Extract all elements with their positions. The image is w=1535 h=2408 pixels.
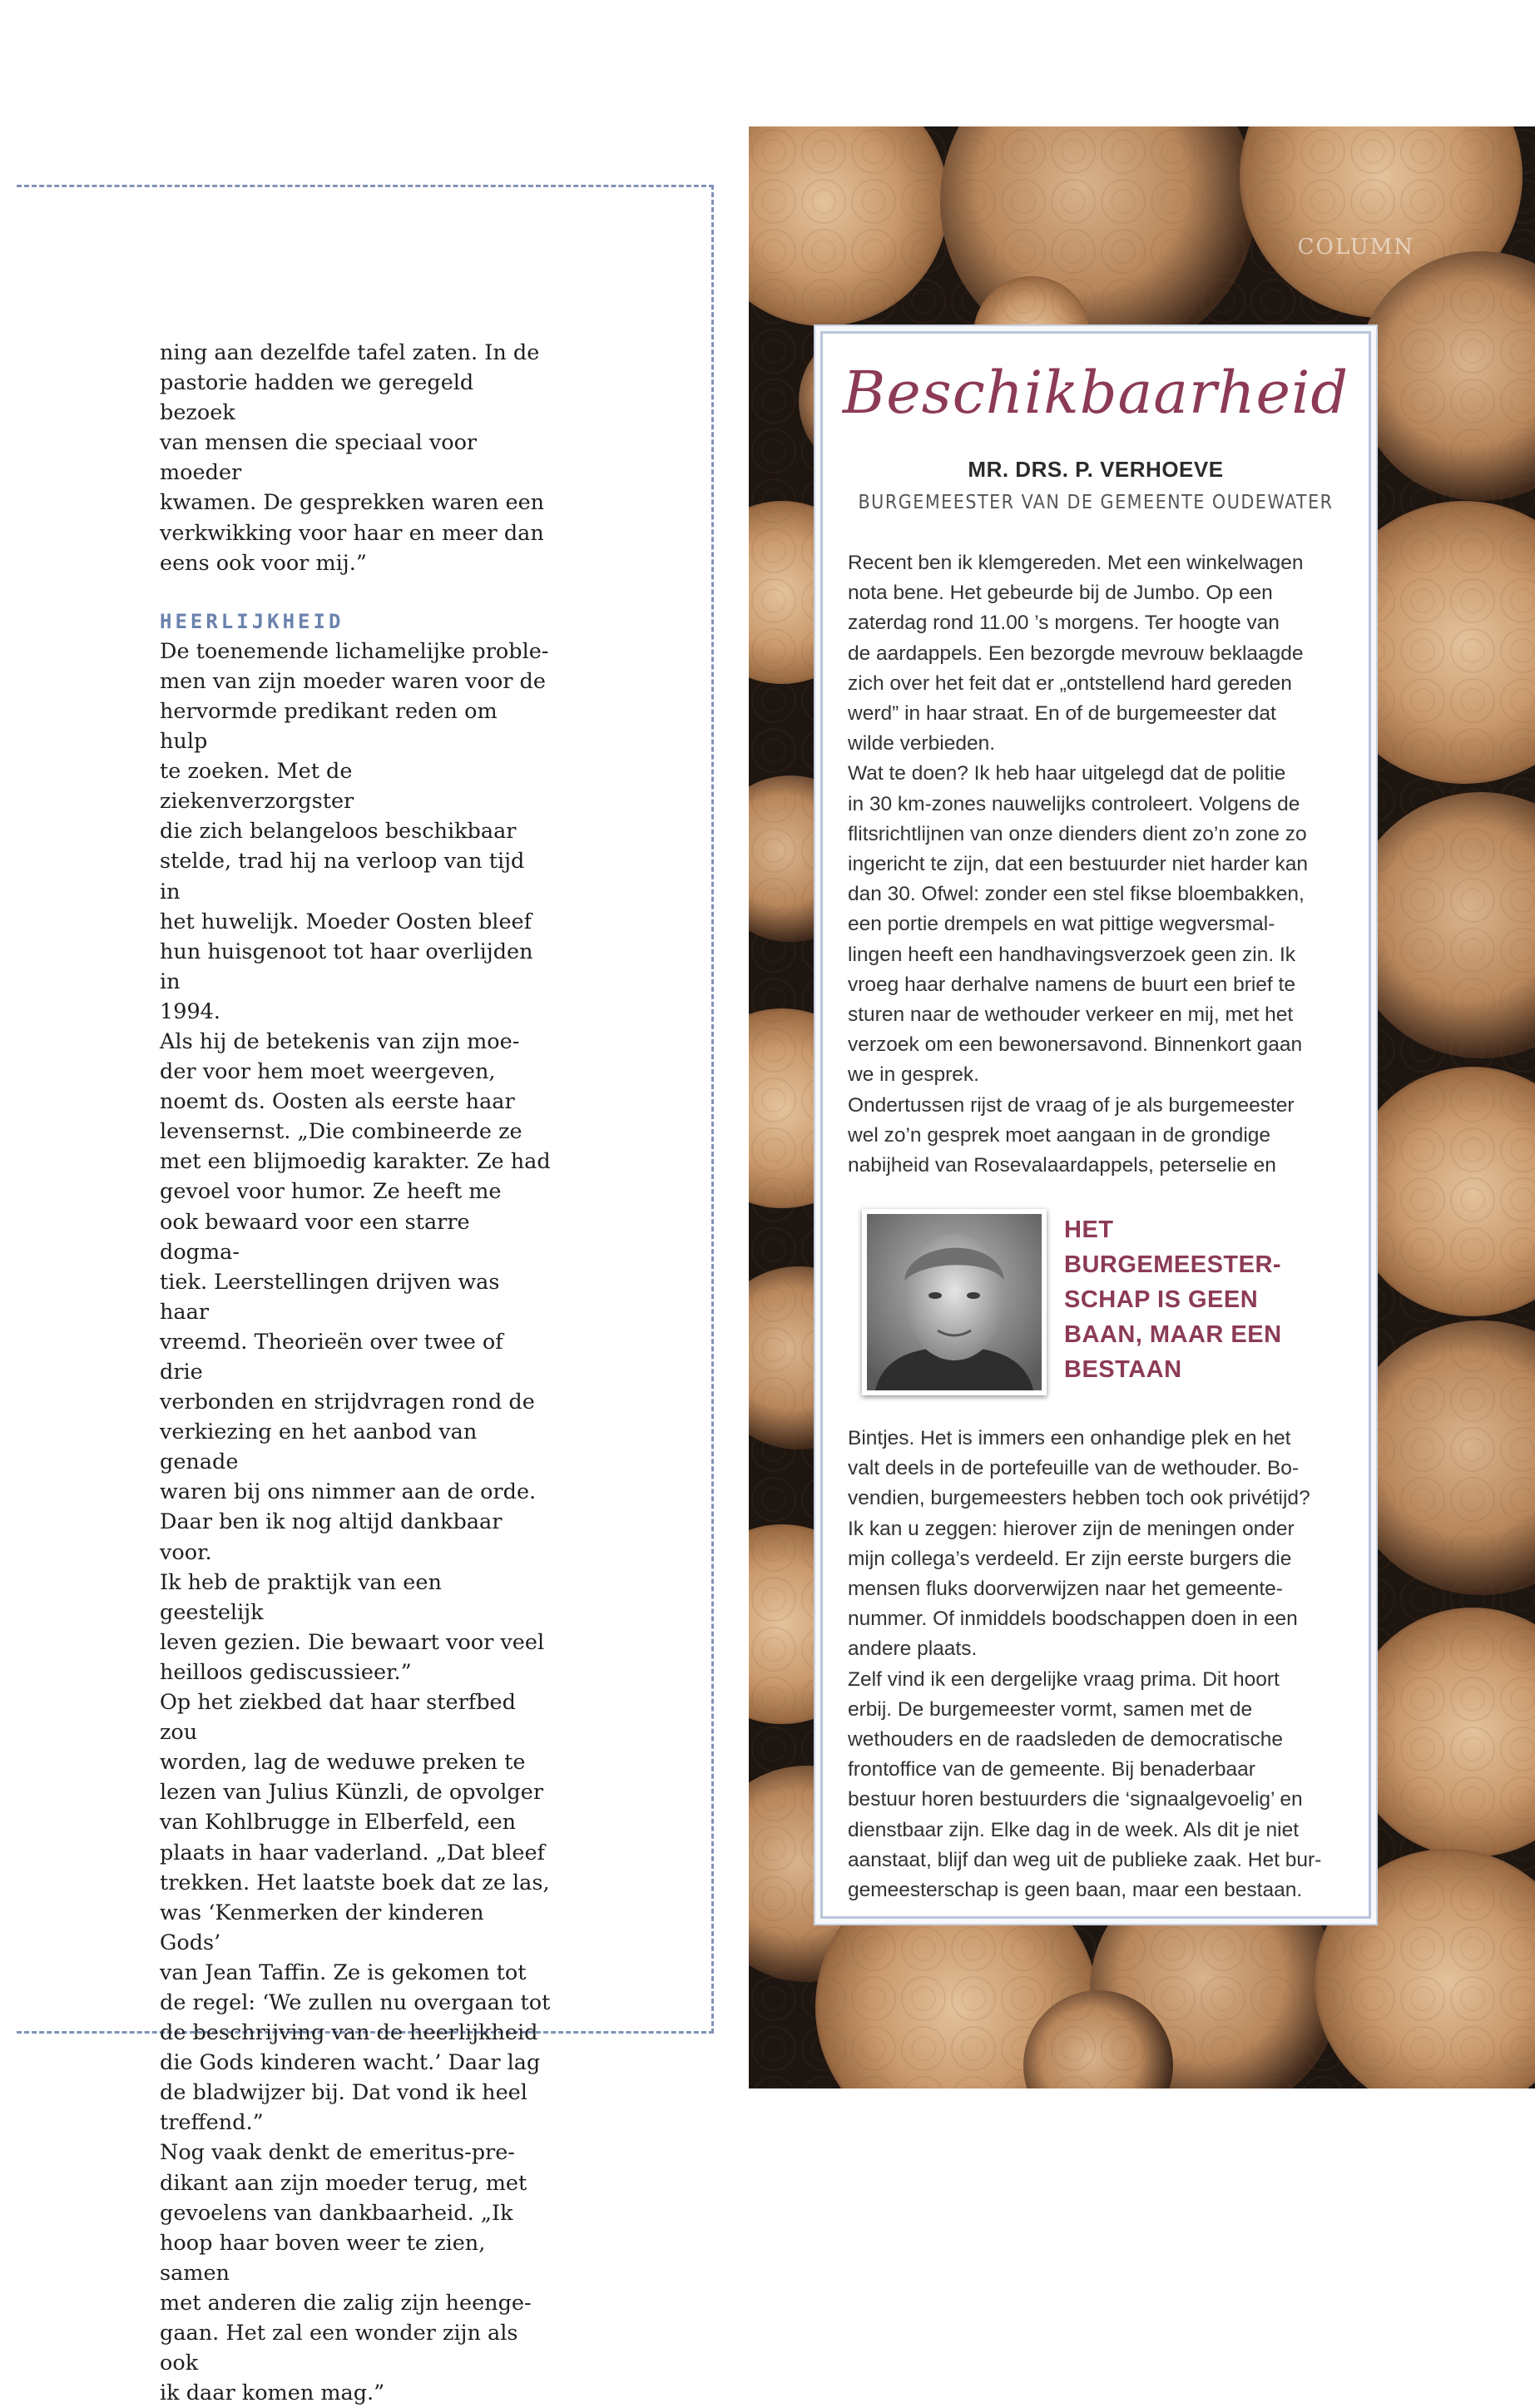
column-card (820, 331, 1371, 1919)
left-paragraph-3: Als hij de betekenis van zijn moe- der voor hem moet weergeven, noemt ds. Oosten als eerste haar levensernst. „Die combineerde ze met een blijmoedig karakter. Ze had gevoel voor humor. Ze heeft me ook bewaard voor een starre dogma- tiek. Leerstellingen drijven was haar vreemd. Theorieën over twee of drie verbonden en strijdvragen rond de verkiezing en het aanbod van genade waren bij ons nimmer aan de orde. Daar ben ik nog altijd dankbaar voor. Ik heb de praktijk van een geestelijk leven gezien. Die bewaart voor veel heilloos gediscussieer.” (160, 1028, 551, 1685)
left-article-text (160, 338, 551, 2408)
column-paragraph-4: Bintjes. Het is immers een onhandige plek en het valt deels in de portefeuille van de wethouder. Bo- vendien, burgemeesters hebben toch ook privétijd? Ik kan u zeggen: hierover zijn de meningen onder mijn collega’s verdeeld. Er zijn eerste burgers die mensen fluks doorverwijzen naar het gemeente- nummer. Of inmiddels boodschappen doen in een andere plaats. (848, 1427, 1310, 1661)
column-body-top (848, 548, 1355, 1181)
column-paragraph-2: Wat te doen? Ik heb haar uitgelegd dat de politie in 30 km-zones nauwelijks controleert. Volgens de flitsrichtlijnen van onze dienders dient zo’n zone zo ingericht te zijn, dat een bestuurder niet harder kan dan 30. Ofwel: zonder een stel fikse bloembakken, een portie drempels en wat pittige wegversmal- lingen heeft een handhavingsverzoek geen zin. Ik vroeg haar derhalve namens de buurt een brief te sturen naar de wethouder verkeer en mij, met het verzoek om een bewonersavond. Binnenkort gaan we in gesprek. (848, 762, 1308, 1087)
left-paragraph-2: De toenemende lichamelijke proble- men van zijn moeder waren voor de hervormde predikant reden om hulp te zoeken. Met de ziekenverzorgster die zich belangeloos beschikbaar stelde, trad hij na verloop van tijd in het huwelijk. Moeder Oosten bleef hun huisgenoot tot haar overlijden in 1994. (160, 638, 549, 1024)
left-paragraph-1: ning aan dezelfde tafel zaten. In de pastorie hadden we geregeld bezoek van mensen die speciaal voor moeder kwamen. De gesprekken waren een verkwikking voor haar en meer dan eens ook voor mij.” (160, 340, 545, 576)
column-section-label: COLUMN (1297, 235, 1414, 260)
column-author: MR. DRS. P. VERHOEVE (968, 457, 1224, 482)
column-paragraph-5: Zelf vind ik een dergelijke vraag prima. Dit hoort erbij. De burgemeester vormt, samen met de wethouders en de raadsleden de democratische frontoffice van de gemeente. Bij benaderbaar bestuur horen bestuurders die ‘signaalgevoelig’ en dienstbaar zijn. Elke dag in de week. Als dit je niet aanstaat, blijf dan weg uit de publieke zaak. Het bur- gemeesterschap is geen baan, maar een bestaan. (848, 1667, 1322, 1902)
column-paragraph-1: Recent ben ik klemgereden. Met een winkelwagen nota bene. Het gebeurde bij de Jumbo. Op een zaterdag rond 11.00 ’s morgens. Ter hoogte van de aardappels. Een bezorgde mevrouw beklaagde zich over het feit dat er „ontstellend hard gereden werd” in haar straat. En of de burgemeester dat wilde verbieden. (848, 552, 1304, 756)
column-body-bottom (848, 1424, 1355, 1905)
pull-quote (1064, 1212, 1339, 1387)
left-paragraph-5: Nog vaak denkt de emeritus-pre- dikant aan zijn moeder terug, met gevoelens van dankbaarheid. „Ik hoop haar boven weer te zien, samen met anderen die zalig zijn heenge- gaan. Het zal een wonder zijn als ook ik daar komen mag.” (160, 2140, 532, 2406)
author-portrait-photo (862, 1209, 1047, 1395)
section-subhead: HEERLIJKHEID (160, 609, 344, 633)
column-author-role: BURGEMEESTER VAN DE GEMEENTE OUDEWATER (858, 492, 1334, 513)
left-paragraph-4: Op het ziekbed dat haar sterfbed zou worden, lag de weduwe preken te lezen van Julius Künzli, de opvolger van Kohlbrugge in Elberfeld, een plaats in haar vaderland. „Dat bleef trekken. Het laatste boek dat ze las, was ‘Kenmerken der kinderen Gods’ van Jean Taffin. Ze is gekomen tot de regel: ‘We zullen nu overgaan tot de beschrijving van de heerlijkheid die Gods kinderen wacht.’ Daar lag de bladwijzer bij. Dat vond ik heel treffend.” (160, 1690, 551, 2136)
pull-quote-text: HET BURGEMEESTER- SCHAP IS GEEN BAAN, MAAR EEN BESTAAN (1064, 1216, 1282, 1383)
column-paragraph-3: Ondertussen rijst de vraag of je als burgemeester wel zo’n gesprek moet aangaan in de grondige nabijheid van Rosevalaardappels, peterselie en (848, 1093, 1295, 1177)
column-title: Beschikbaarheid (842, 359, 1349, 427)
